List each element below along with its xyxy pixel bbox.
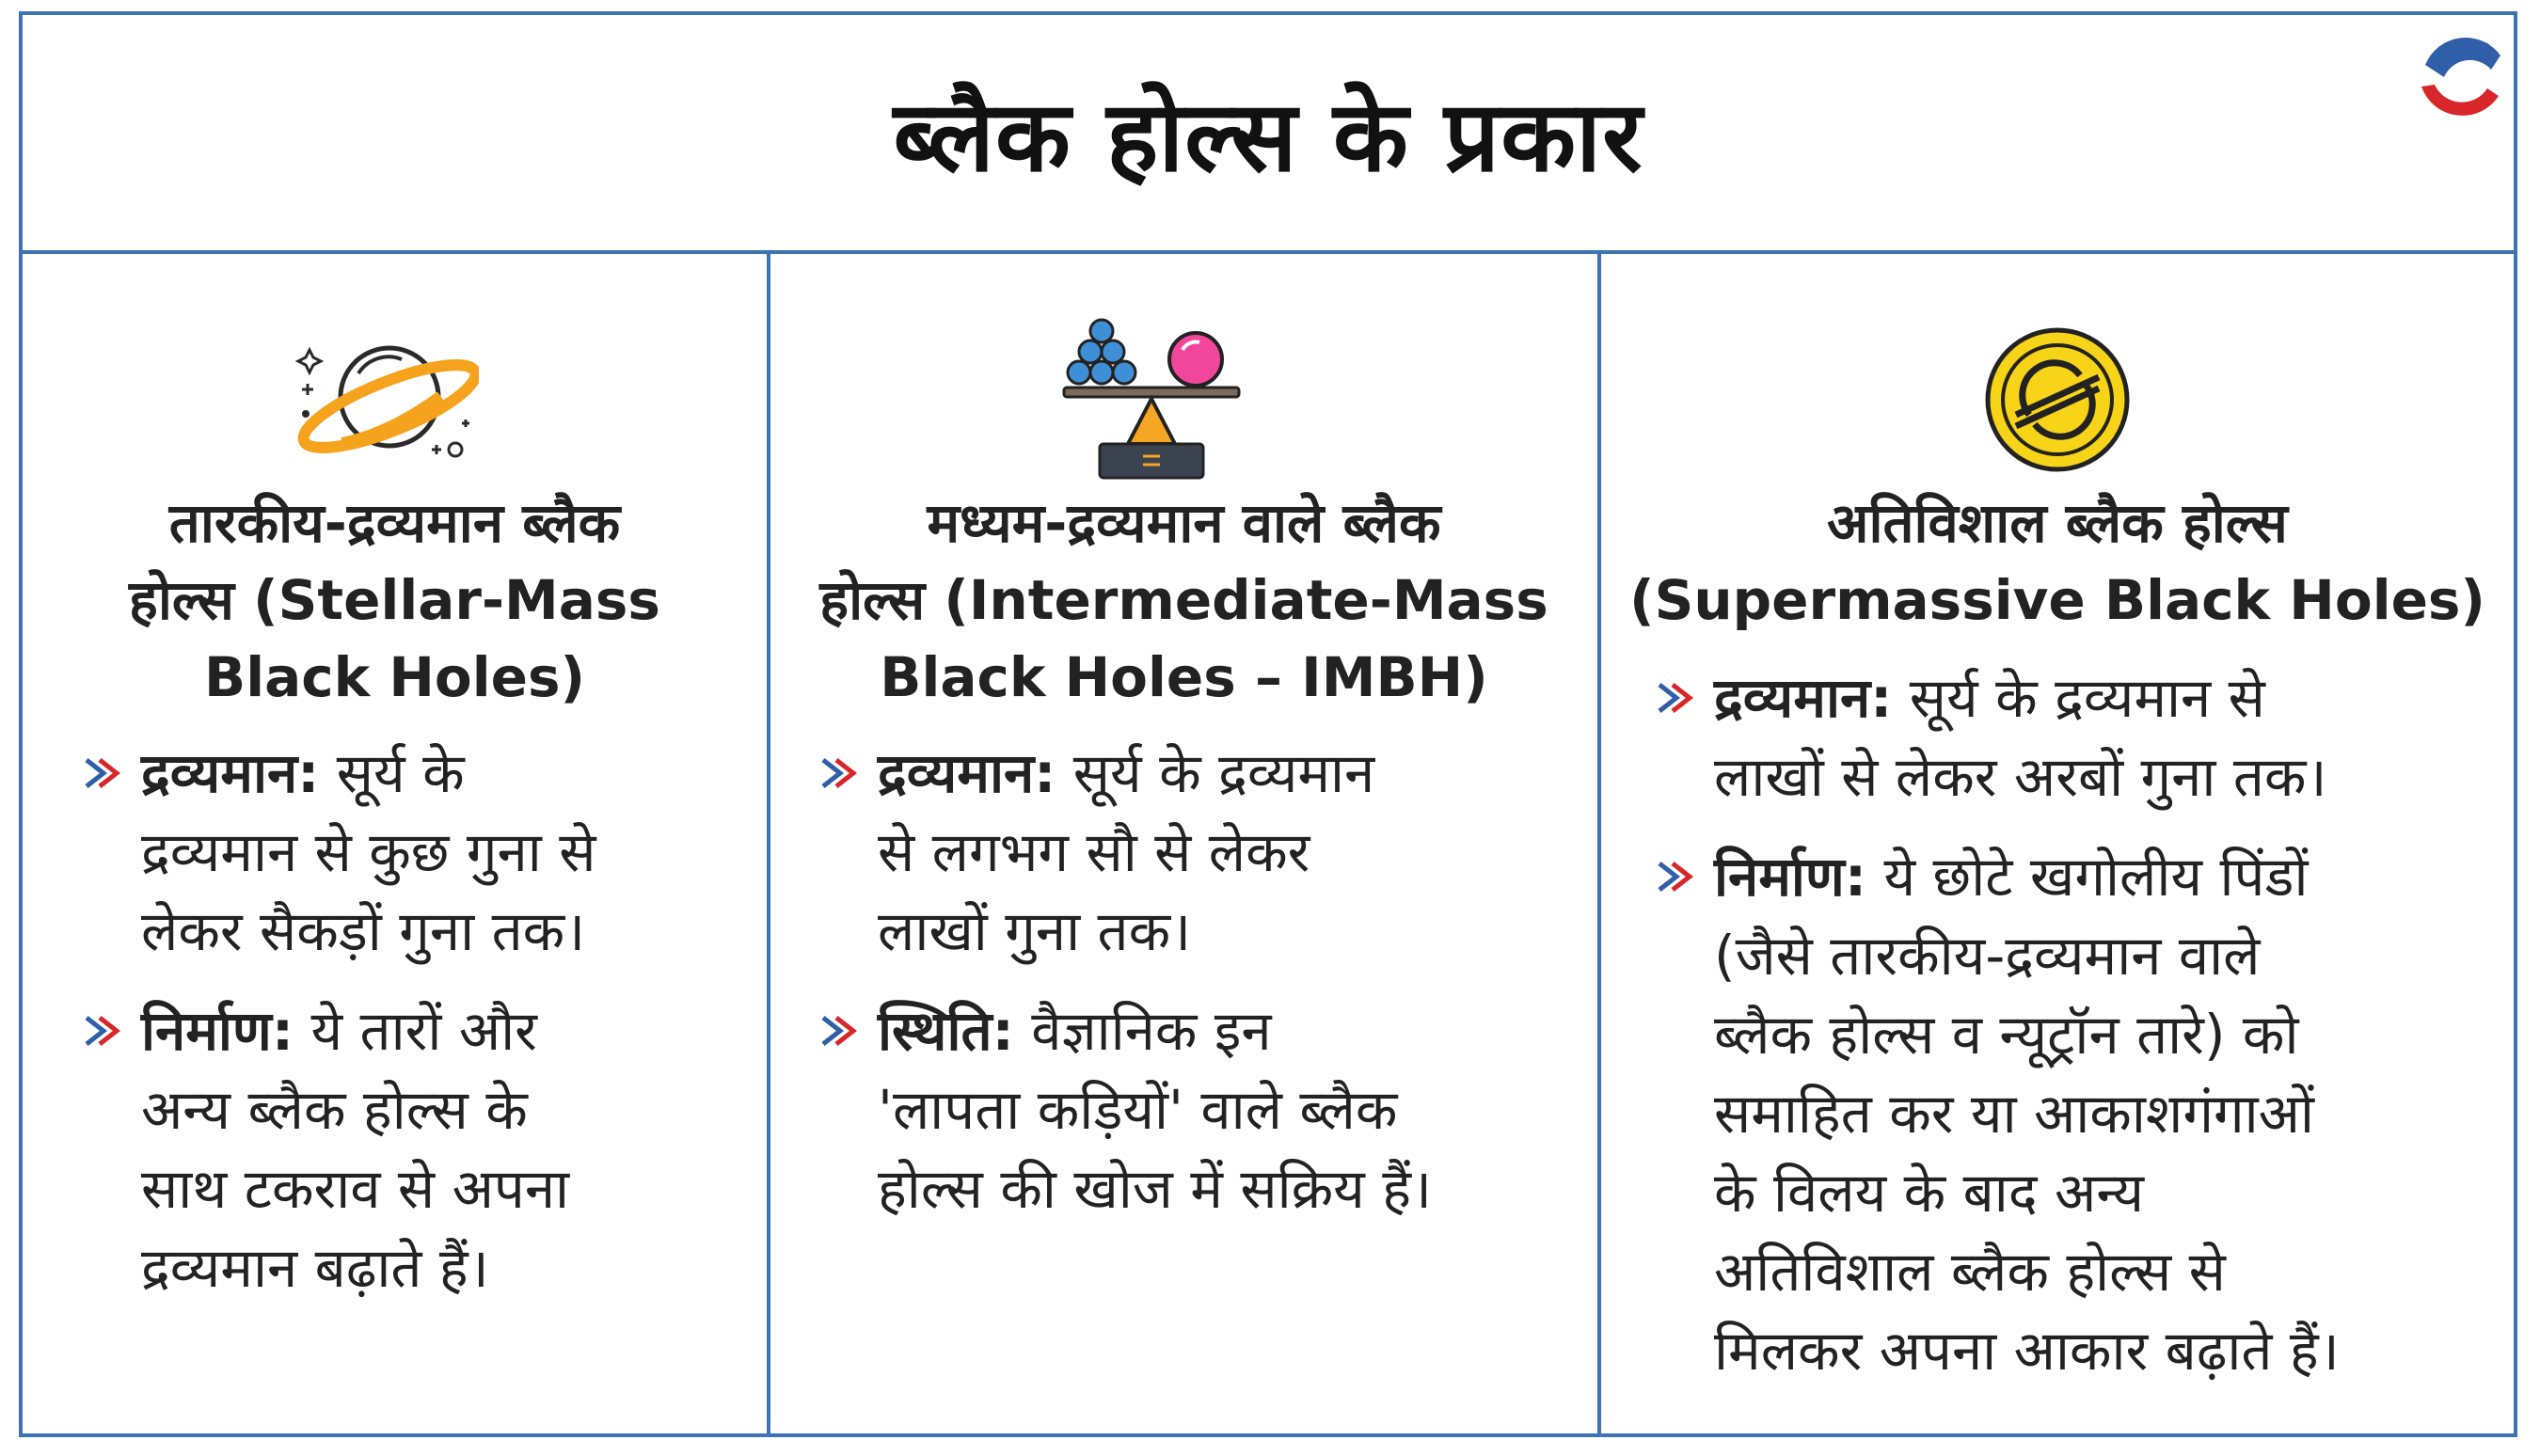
infographic-frame bbox=[19, 11, 2517, 1437]
planet-icon bbox=[291, 331, 479, 472]
bullet-status bbox=[819, 991, 1595, 1228]
page-title: ब्लैक होल्स के प्रकार bbox=[893, 78, 1643, 194]
columns bbox=[23, 254, 2514, 1433]
chevron-right-bullet-icon bbox=[83, 1012, 124, 1050]
heading-line: (Supermassive Black Holes) bbox=[1629, 568, 2485, 632]
bullet-text: सूर्य के द्रव्यमान bbox=[1056, 741, 1375, 805]
bullet-label: स्थिति: bbox=[878, 999, 1014, 1063]
bullet-text: वैज्ञानिक इन bbox=[1013, 999, 1272, 1063]
heading-line: होल्स (Intermediate-Mass bbox=[819, 568, 1548, 632]
bullet-label: द्रव्यमान: bbox=[1714, 666, 1893, 730]
bullet-text: लाखों से लेकर अरबों गुना तक। bbox=[1714, 745, 2327, 809]
bullet-text: 'लापता कड़ियों' वाले ब्लैक bbox=[878, 1078, 1398, 1142]
bullet-text: द्रव्यमान बढ़ाते हैं। bbox=[141, 1236, 489, 1300]
heading-line: होल्स (Stellar-Mass bbox=[129, 568, 660, 632]
heading-line: Black Holes) bbox=[203, 645, 585, 709]
title-row bbox=[23, 15, 2514, 254]
bullet-text: लेकर सैकड़ों गुना तक। bbox=[141, 899, 586, 963]
heading-line: अतिविशाल ब्लैक होल्स bbox=[1827, 491, 2288, 555]
bullet-text: सूर्य के bbox=[319, 741, 465, 805]
bullet-label: द्रव्यमान: bbox=[878, 741, 1056, 805]
column-supermassive bbox=[1597, 254, 2514, 1433]
column-stellar-mass bbox=[23, 254, 767, 1433]
bullet-text: अन्य ब्लैक होल्स के bbox=[141, 1078, 528, 1142]
bullet-text: सूर्य के द्रव्यमान से bbox=[1892, 666, 2265, 730]
brand-logo-icon bbox=[2397, 13, 2519, 145]
bullet-mass bbox=[83, 734, 760, 971]
chevron-right-bullet-icon bbox=[819, 1012, 861, 1050]
heading-line: तारकीय-द्रव्यमान ब्लैक bbox=[168, 491, 621, 555]
bullet-list bbox=[819, 734, 1595, 1249]
bullet-text: ये तारों और bbox=[294, 999, 537, 1063]
bullet-text: (जैसे तारकीय-द्रव्यमान वाले bbox=[1714, 924, 2261, 988]
bullet-text: से लगभग सौ से लेकर bbox=[878, 820, 1310, 884]
bullet-mass bbox=[819, 734, 1595, 971]
bullet-text: मिलकर अपना आकार बढ़ाते हैं। bbox=[1714, 1319, 2340, 1383]
chevron-right-bullet-icon bbox=[83, 754, 124, 792]
bullet-text: द्रव्यमान से कुछ गुना से bbox=[141, 820, 596, 884]
bullet-label: निर्माण: bbox=[1714, 845, 1867, 909]
heading-line: मध्यम-द्रव्यमान वाले ब्लैक bbox=[927, 491, 1441, 555]
bullet-label: निर्माण: bbox=[141, 999, 294, 1063]
column-heading bbox=[770, 484, 1597, 716]
bullet-list bbox=[83, 734, 760, 1328]
bullet-list bbox=[1656, 658, 2540, 1411]
bullet-text: अतिविशाल ब्लैक होल्स से bbox=[1714, 1240, 2226, 1304]
bullet-text: समाहित कर या आकाशगंगाओं bbox=[1714, 1082, 2314, 1146]
heading-line: Black Holes – IMBH) bbox=[880, 645, 1488, 709]
bullet-text: ये छोटे खगोलीय पिंडों bbox=[1866, 845, 2309, 909]
stellar-coin-icon bbox=[1982, 324, 2133, 475]
bullet-formation bbox=[83, 991, 760, 1307]
column-heading bbox=[1601, 484, 2514, 639]
bullet-text: ब्लैक होल्स व न्यूट्रॉन तारे) को bbox=[1714, 1003, 2299, 1067]
balance-scale-icon bbox=[1062, 312, 1241, 482]
bullet-text: साथ टकराव से अपना bbox=[141, 1157, 570, 1221]
chevron-right-bullet-icon bbox=[819, 754, 861, 792]
bullet-mass bbox=[1656, 658, 2540, 816]
bullet-formation bbox=[1656, 837, 2540, 1390]
bullet-text: के विलय के बाद अन्य bbox=[1714, 1161, 2145, 1225]
chevron-right-bullet-icon bbox=[1656, 858, 1697, 895]
column-intermediate-mass bbox=[767, 254, 1597, 1433]
bullet-text: लाखों गुना तक। bbox=[878, 899, 1192, 963]
column-heading bbox=[23, 484, 767, 716]
bullet-label: द्रव्यमान: bbox=[141, 741, 320, 805]
chevron-right-bullet-icon bbox=[1656, 679, 1697, 717]
bullet-text: होल्स की खोज में सक्रिय हैं। bbox=[878, 1157, 1433, 1221]
